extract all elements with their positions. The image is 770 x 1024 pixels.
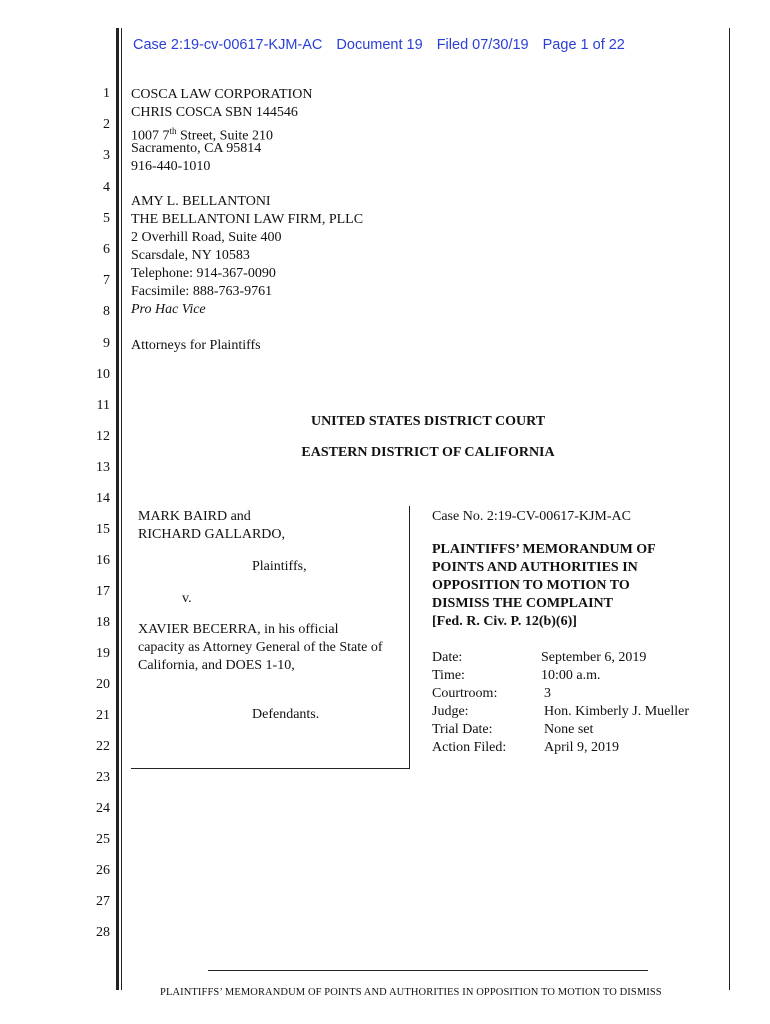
firm-city: Scarsdale, NY 10583 — [131, 248, 250, 263]
line-number: 20 — [96, 677, 110, 692]
line-number: 12 — [96, 429, 110, 444]
court-name: UNITED STATES DISTRICT COURT — [310, 414, 546, 429]
line-number: 23 — [96, 770, 110, 785]
line-number: 9 — [103, 336, 110, 351]
firm-name: THE BELLANTONI LAW FIRM, PLLC — [131, 212, 364, 227]
ecf-case-number: Case 2:19-cv-00617-KJM-AC — [133, 37, 323, 53]
street-suffix: Street, Suite 210 — [176, 128, 273, 144]
document-title-line: DISMISS THE COMPLAINT — [432, 596, 614, 611]
street-number: 1007 7 — [131, 128, 170, 144]
hearing-label: Trial Date: — [432, 722, 493, 737]
pro-hac-vice: Pro Hac Vice — [131, 302, 206, 317]
hearing-label: Action Filed: — [432, 740, 507, 755]
line-number: 25 — [96, 832, 110, 847]
firm-phone: 916-440-1010 — [131, 159, 211, 174]
line-number: 28 — [96, 925, 110, 940]
line-number: 26 — [96, 863, 110, 878]
line-number: 24 — [96, 801, 110, 816]
street-ordinal: th — [169, 126, 177, 136]
line-number: 5 — [103, 211, 110, 226]
defendant-name: XAVIER BECERRA, in his official — [138, 622, 339, 637]
left-margin-rule-inner — [121, 28, 122, 990]
defendant-name: capacity as Attorney General of the State of — [138, 640, 383, 655]
firm-name: COSCA LAW CORPORATION — [131, 87, 313, 102]
firm-facsimile: Facsimile: 888-763-9761 — [131, 284, 273, 299]
hearing-value: None set — [544, 722, 594, 737]
case-number: Case No. 2:19-CV-00617-KJM-AC — [432, 509, 631, 524]
line-number: 15 — [96, 522, 110, 537]
plaintiff-name: MARK BAIRD and — [138, 509, 251, 524]
line-number: 19 — [96, 646, 110, 661]
document-title-line: OPPOSITION TO MOTION TO — [432, 578, 630, 593]
line-number: 8 — [103, 304, 110, 319]
hearing-label: Courtroom: — [432, 686, 498, 701]
ecf-filed-date: Filed 07/30/19 — [436, 37, 529, 53]
footer-rule — [208, 970, 648, 971]
line-number: 11 — [96, 398, 110, 413]
hearing-value: 3 — [544, 686, 551, 701]
line-number: 3 — [103, 148, 110, 163]
defendants-label: Defendants. — [252, 707, 320, 722]
hearing-value: 10:00 a.m. — [541, 668, 601, 683]
firm-city: Sacramento, CA 95814 — [131, 141, 262, 156]
defendant-name: California, and DOES 1-10, — [138, 658, 295, 673]
line-number: 10 — [96, 367, 110, 382]
line-number: 1 — [103, 86, 110, 101]
line-number: 7 — [103, 273, 110, 288]
line-number: 21 — [96, 708, 110, 723]
hearing-value: April 9, 2019 — [544, 740, 620, 755]
ecf-page-count: Page 1 of 22 — [542, 37, 625, 53]
firm-street: 2 Overhill Road, Suite 400 — [131, 230, 282, 245]
right-margin-rule — [729, 28, 730, 990]
line-number: 13 — [96, 460, 110, 475]
line-number: 16 — [96, 553, 110, 568]
attorney-role: Attorneys for Plaintiffs — [131, 338, 261, 353]
caption-vertical-rule — [409, 506, 410, 769]
left-margin-rule — [116, 28, 119, 990]
attorney-name: AMY L. BELLANTONI — [131, 194, 271, 209]
document-title-line: [Fed. R. Civ. P. 12(b)(6)] — [432, 614, 577, 629]
versus-label: v. — [182, 591, 192, 606]
caption-bottom-rule — [131, 768, 410, 769]
firm-telephone: Telephone: 914-367-0090 — [131, 266, 276, 281]
plaintiffs-label: Plaintiffs, — [252, 559, 307, 574]
hearing-label: Date: — [432, 650, 463, 665]
footer-title: PLAINTIFFS’ MEMORANDUM OF POINTS AND AUTHORITIES IN OPPOSITION TO MOTION TO DISMISS — [160, 987, 662, 998]
line-number: 2 — [103, 117, 110, 132]
court-district: EASTERN DISTRICT OF CALIFORNIA — [301, 445, 555, 460]
hearing-value: Hon. Kimberly J. Mueller — [544, 704, 690, 719]
document-title-line: PLAINTIFFS’ MEMORANDUM OF — [432, 542, 656, 557]
hearing-label: Judge: — [432, 704, 469, 719]
hearing-label: Time: — [432, 668, 465, 683]
hearing-value: September 6, 2019 — [541, 650, 647, 665]
line-number: 27 — [96, 894, 110, 909]
line-number: 18 — [96, 615, 110, 630]
line-number: 6 — [103, 242, 110, 257]
plaintiff-name: RICHARD GALLARDO, — [138, 527, 285, 542]
line-number: 4 — [103, 180, 110, 195]
line-number: 22 — [96, 739, 110, 754]
document-title-line: POINTS AND AUTHORITIES IN — [432, 560, 638, 575]
line-number: 17 — [96, 584, 110, 599]
ecf-filing-header — [133, 37, 635, 53]
attorney-name: CHRIS COSCA SBN 144546 — [131, 105, 298, 120]
line-number: 14 — [96, 491, 110, 506]
ecf-document-number: Document 19 — [336, 37, 423, 53]
